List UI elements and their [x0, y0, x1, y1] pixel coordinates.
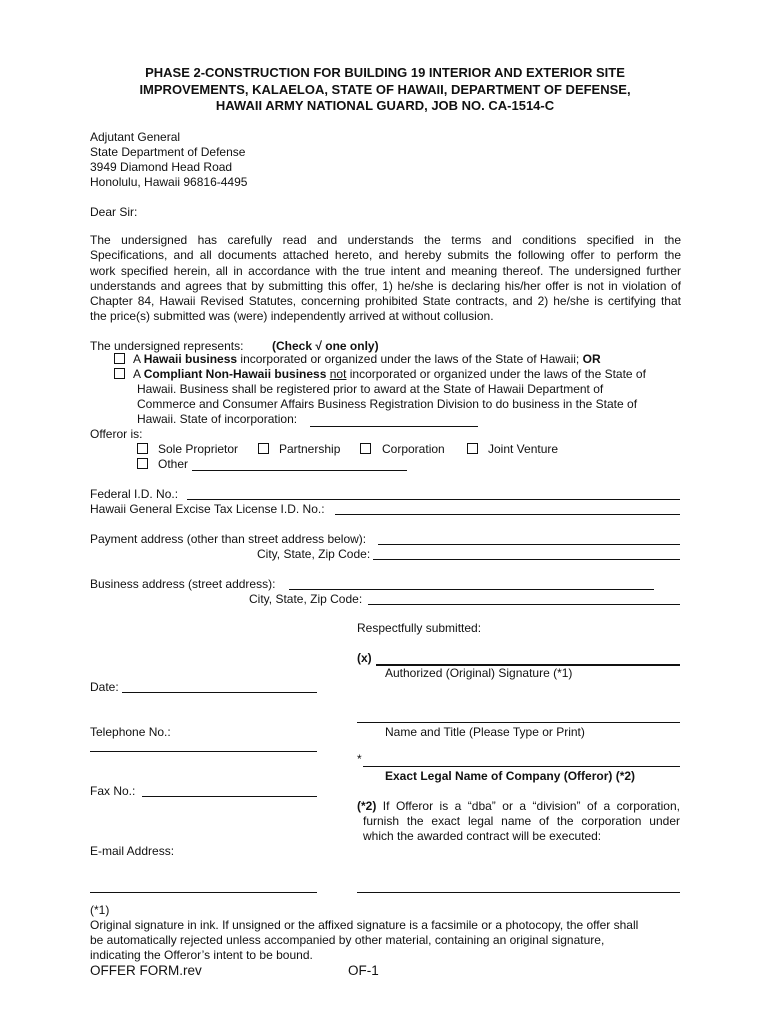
option-bold: Hawaii business — [143, 352, 238, 366]
other-checkbox[interactable] — [137, 458, 148, 469]
option-or: OR — [582, 352, 601, 366]
sole-proprietor-label: Sole Proprietor — [158, 442, 239, 456]
option-not: not — [329, 367, 347, 381]
body-line: understands and agrees that by submitting this offer, 1) he/she is declaring his/her offer is not in violation of — [90, 278, 681, 293]
fax-field[interactable] — [142, 796, 317, 797]
dba-note-mark: (*2) — [357, 799, 377, 813]
address-line: 3949 Diamond Head Road — [90, 160, 233, 174]
address-line: State Department of Defense — [90, 145, 246, 159]
business-city-field[interactable] — [368, 604, 680, 605]
option-text: A — [133, 367, 144, 381]
legal-name-signature-line[interactable] — [357, 892, 680, 893]
body-line: work specified herein, all in accordance with the true intent and meaning thereof. The undersigned further — [90, 263, 681, 278]
excise-tax-field[interactable] — [335, 514, 680, 515]
partnership-label: Partnership — [279, 442, 341, 456]
hawaii-business-checkbox[interactable] — [114, 353, 125, 364]
business-address-field[interactable] — [289, 589, 654, 590]
offeror-label: Offeror is: — [90, 427, 143, 441]
dba-note-text: which the awarded contract will be executed: — [363, 829, 602, 843]
respectfully-submitted: Respectfully submitted: — [357, 621, 482, 635]
option-text: incorporated or organized under the laws of the State of Hawaii; — [237, 352, 583, 366]
page-number: OF-1 — [348, 963, 379, 978]
excise-tax-label: Hawaii General Excise Tax License I.D. No.: — [90, 502, 325, 516]
business-city-label: City, State, Zip Code: — [249, 592, 363, 606]
dba-note-text: furnish the exact legal name of the corporation under — [363, 814, 680, 828]
option-text: incorporated or organized under the laws of the State of — [346, 367, 646, 381]
name-title-label: Name and Title (Please Type or Print) — [385, 725, 585, 739]
payment-address-field[interactable] — [378, 544, 680, 545]
option-text: Commerce and Consumer Affairs Business Registration Division to do business in the State of — [137, 397, 638, 411]
joint-venture-checkbox[interactable] — [467, 443, 478, 454]
footnote-mark: (*1) — [90, 903, 110, 917]
corporation-label: Corporation — [382, 442, 445, 456]
non-hawaii-business-checkbox[interactable] — [114, 368, 125, 379]
dba-note — [357, 799, 680, 813]
hawaii-business-option — [133, 352, 601, 366]
other-label: Other — [158, 457, 189, 471]
telephone-field[interactable] — [90, 751, 317, 752]
check-note: (Check √ one only) — [272, 339, 379, 353]
legal-name-field[interactable] — [363, 766, 680, 767]
legal-name-asterisk: * — [357, 752, 362, 766]
address-line: Adjutant General — [90, 130, 181, 144]
form-id: OFFER FORM.rev — [90, 963, 202, 978]
footnote-line: be automatically rejected unless accompanied by other material, containing an original signature, — [90, 933, 605, 947]
federal-id-label: Federal I.D. No.: — [90, 487, 179, 501]
dba-note-text: If Offeror is a “dba” or a “division” of a corporation, — [376, 799, 680, 813]
body-paragraph — [90, 233, 681, 325]
body-line: the price(s) submitted was (were) independently arrived at without collusion. — [90, 309, 494, 324]
option-bold: Compliant Non-Hawaii business — [143, 367, 327, 381]
form-title — [60, 65, 710, 115]
body-line: The undersigned has carefully read and understands the terms and conditions specified in the — [90, 233, 681, 247]
federal-id-field[interactable] — [187, 499, 680, 500]
represents-label: The undersigned represents: — [90, 339, 244, 353]
body-line: Specifications, and all documents attached hereto, and hereby submits the following offer to perform the — [90, 248, 681, 263]
sole-proprietor-checkbox[interactable] — [137, 443, 148, 454]
salutation: Dear Sir: — [90, 205, 138, 219]
joint-venture-label: Joint Venture — [488, 442, 559, 456]
state-of-incorporation-label: Hawaii. State of incorporation: — [137, 412, 298, 426]
payment-city-field[interactable] — [373, 559, 680, 560]
state-of-incorporation-field[interactable] — [310, 426, 478, 427]
option-text: Hawaii. Business shall be registered prior to award at the State of Hawaii Department of — [137, 382, 604, 396]
title-line: IMPROVEMENTS, KALAELOA, STATE OF HAWAII, DEPARTMENT OF DEFENSE, — [139, 81, 631, 97]
signature-x-mark: (x) — [357, 651, 372, 665]
date-field[interactable] — [122, 692, 317, 693]
fax-label: Fax No.: — [90, 784, 136, 798]
payment-address-label: Payment address (other than street address below): — [90, 532, 367, 546]
title-line: HAWAII ARMY NATIONAL GUARD, JOB NO. CA-1514-C — [215, 98, 555, 113]
partnership-checkbox[interactable] — [258, 443, 269, 454]
footnote-line: Original signature in ink. If unsigned or the affixed signature is a facsimile or a photocopy, the offer shall — [90, 918, 639, 932]
payment-city-label: City, State, Zip Code: — [257, 547, 371, 561]
title-line: PHASE 2-CONSTRUCTION FOR BUILDING 19 INTERIOR AND EXTERIOR SITE — [145, 65, 625, 80]
footnote-line: indicating the Offeror’s intent to be bound. — [90, 948, 313, 962]
corporation-checkbox[interactable] — [360, 443, 371, 454]
name-title-field[interactable] — [357, 722, 680, 723]
telephone-label: Telephone No.: — [90, 725, 171, 739]
other-field[interactable] — [192, 470, 407, 471]
non-hawaii-business-option — [133, 367, 646, 381]
email-label: E-mail Address: — [90, 844, 175, 858]
email-field[interactable] — [90, 892, 317, 893]
address-line: Honolulu, Hawaii 96816-4495 — [90, 175, 248, 189]
business-address-label: Business address (street address): — [90, 577, 276, 591]
authorized-signature-label: Authorized (Original) Signature (*1) — [385, 666, 573, 680]
body-line: Chapter 84, Hawaii Revised Statutes, concerning prohibited State contracts, and 2) he/she is certifying that — [90, 294, 681, 309]
option-text: A — [133, 352, 144, 366]
date-label: Date: — [90, 680, 119, 694]
legal-name-label: Exact Legal Name of Company (Offeror) (*2) — [385, 769, 636, 783]
